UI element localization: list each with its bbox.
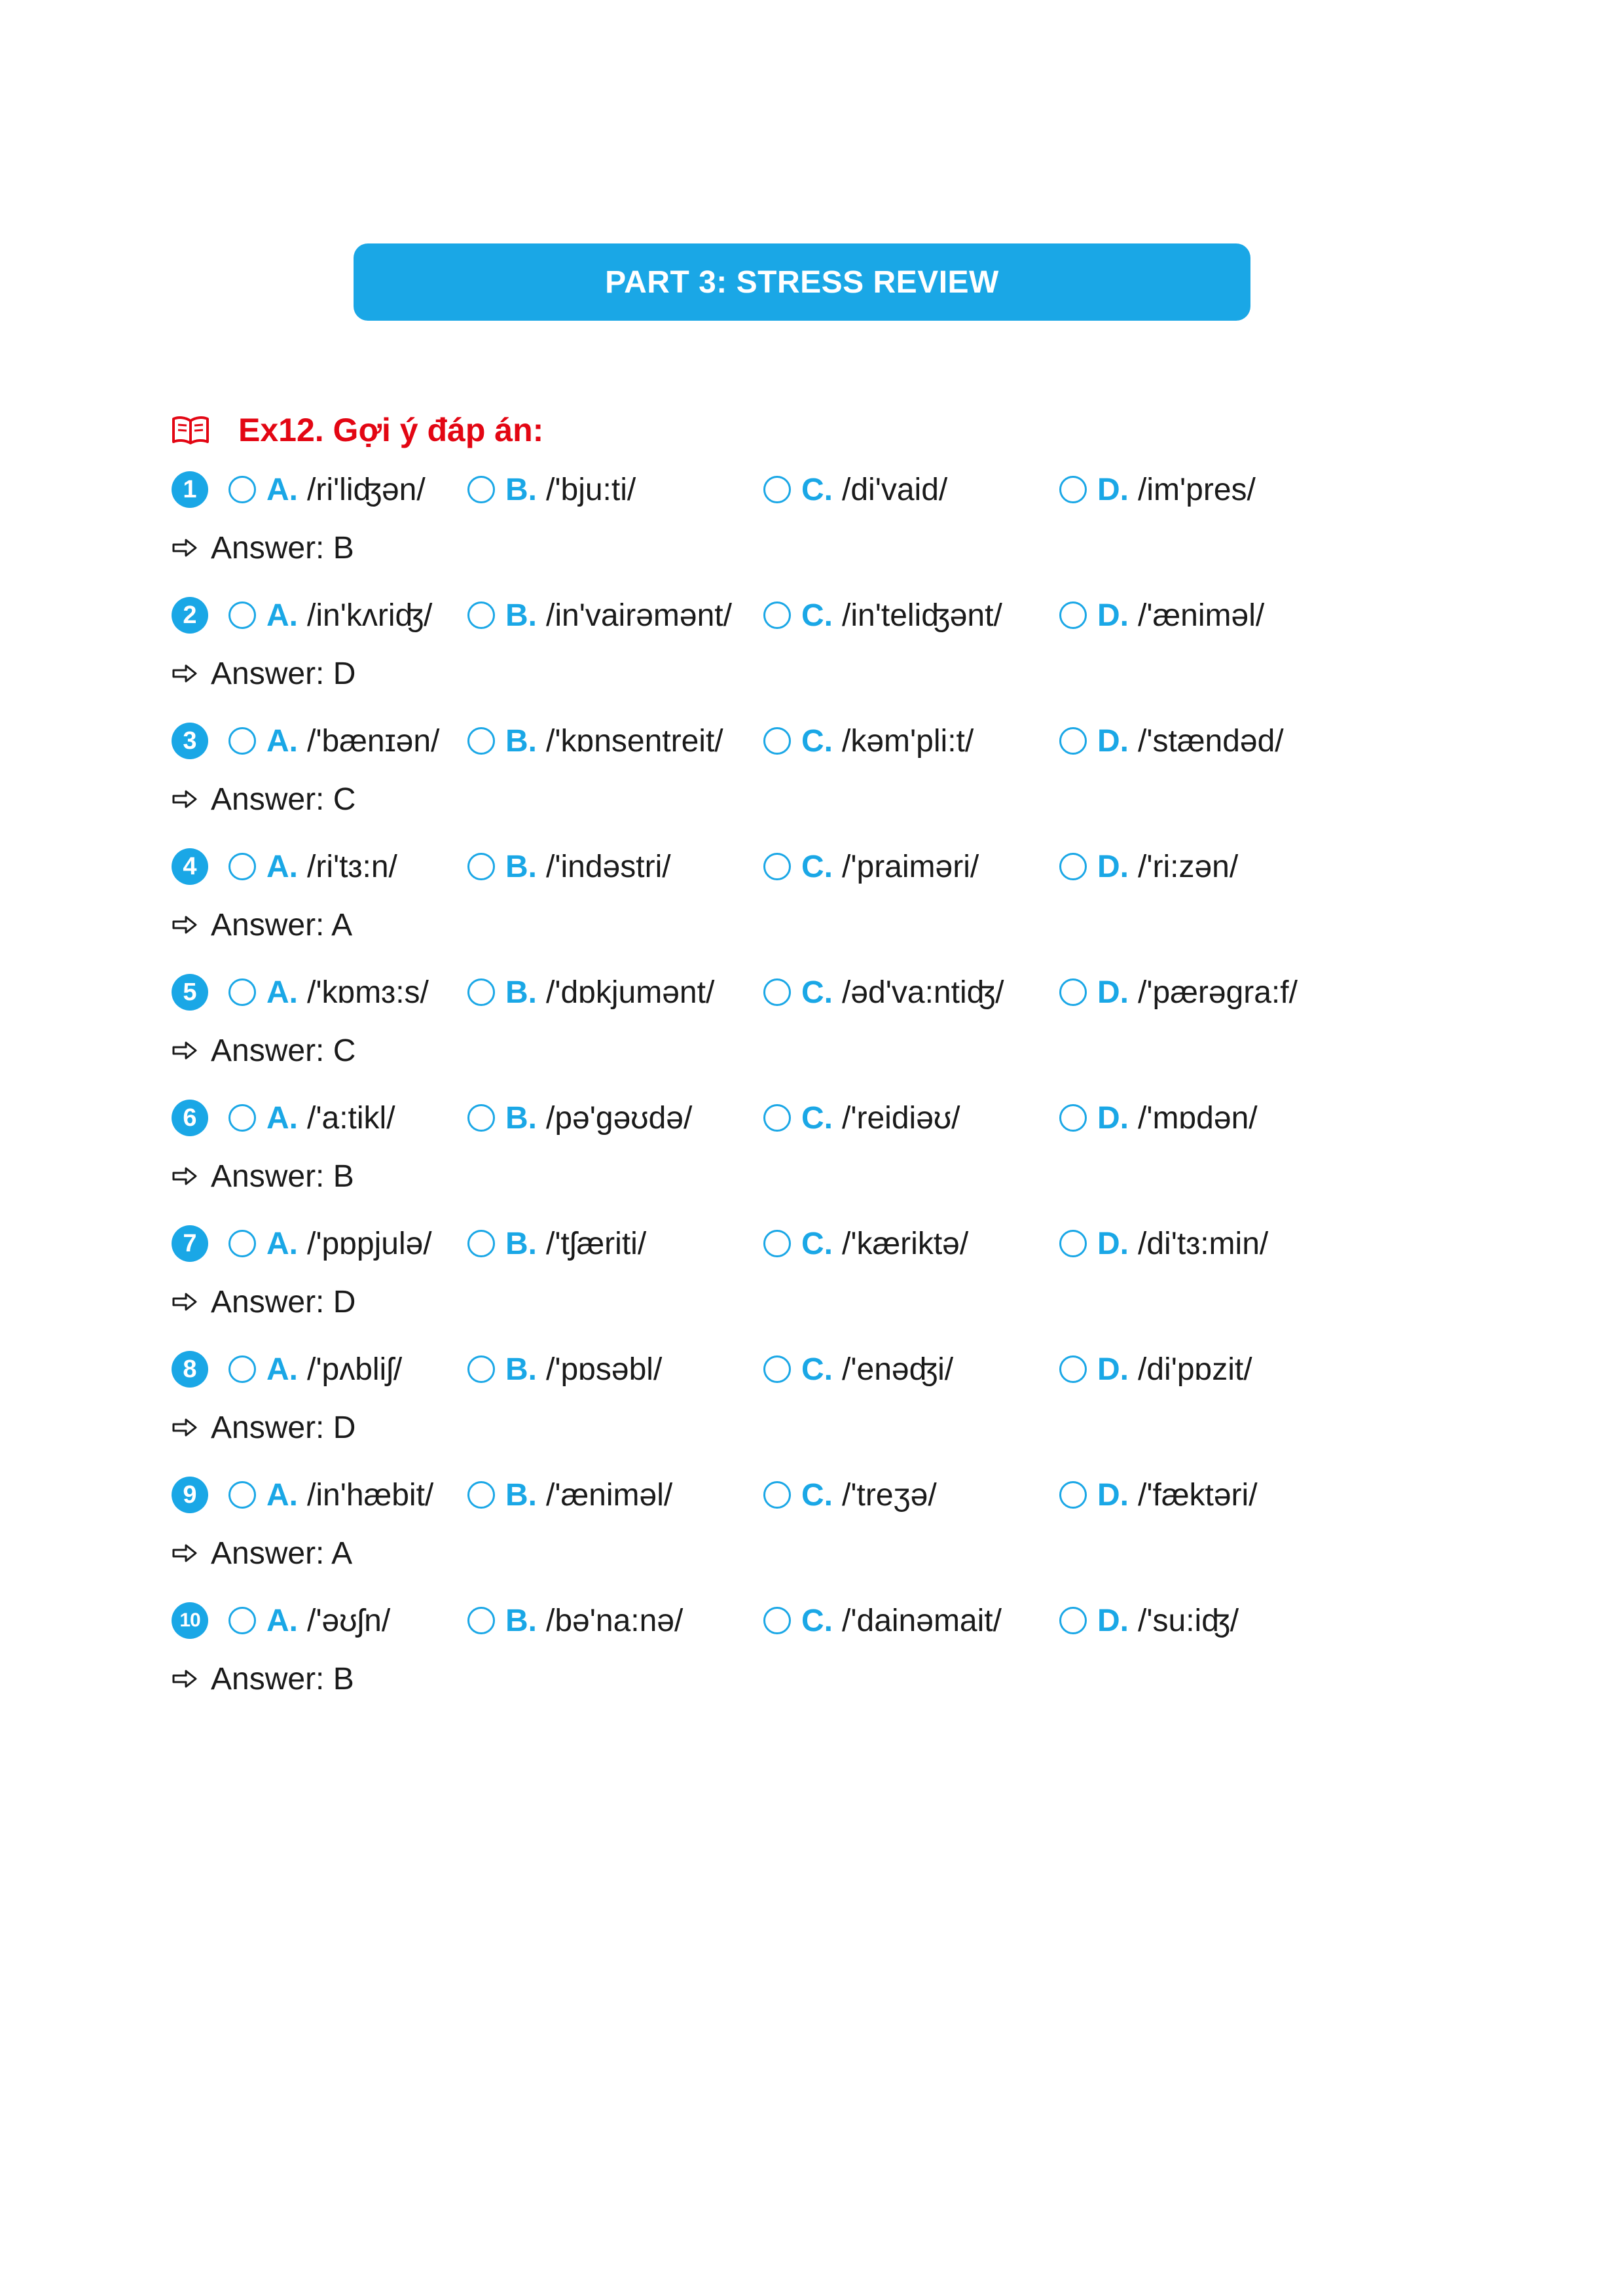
option-d[interactable]: [1059, 1344, 1252, 1394]
answer-line: [172, 1656, 354, 1702]
radio-circle-icon[interactable]: [1059, 601, 1087, 629]
open-book-icon: [172, 414, 210, 446]
option-letter: B.: [505, 1477, 537, 1513]
option-letter: A.: [266, 1352, 298, 1387]
option-letter: C.: [801, 1603, 833, 1638]
right-arrow-icon: [172, 1543, 198, 1564]
radio-circle-icon[interactable]: [228, 1607, 256, 1634]
answer-text: Answer: A: [211, 907, 353, 942]
option-letter: B.: [505, 598, 537, 633]
question-row: [172, 1596, 1546, 1645]
option-d[interactable]: [1059, 842, 1238, 891]
radio-circle-icon[interactable]: [763, 1607, 791, 1634]
radio-circle-icon[interactable]: [1059, 727, 1087, 755]
radio-circle-icon[interactable]: [467, 1355, 495, 1383]
option-b[interactable]: [467, 1596, 683, 1645]
option-phonetic: /'a:tikl/: [307, 1100, 395, 1136]
option-letter: C.: [801, 1100, 833, 1136]
radio-circle-icon[interactable]: [467, 853, 495, 880]
option-b[interactable]: [467, 967, 714, 1017]
answer-line: [172, 1028, 356, 1073]
option-phonetic: /'bænɪən/: [307, 723, 440, 759]
option-phonetic: /'treʒə/: [842, 1477, 937, 1513]
question-number-badge: 7: [172, 1225, 208, 1262]
option-letter: D.: [1097, 472, 1129, 507]
option-c[interactable]: [763, 465, 947, 514]
radio-circle-icon[interactable]: [228, 727, 256, 755]
option-phonetic: /'pærəgra:f/: [1138, 975, 1298, 1010]
option-b[interactable]: [467, 590, 732, 640]
radio-circle-icon[interactable]: [763, 1355, 791, 1383]
question-row: [172, 465, 1546, 514]
option-phonetic: /im'pres/: [1138, 472, 1256, 507]
radio-circle-icon[interactable]: [763, 601, 791, 629]
option-a[interactable]: [228, 465, 426, 514]
option-b[interactable]: [467, 716, 723, 766]
option-a[interactable]: [228, 842, 397, 891]
option-letter: D.: [1097, 598, 1129, 633]
answer-text: Answer: B: [211, 1158, 354, 1194]
question-row: [172, 842, 1546, 891]
option-c[interactable]: [763, 1596, 1002, 1645]
answer-line: [172, 1405, 356, 1450]
option-phonetic: /di'vaid/: [842, 472, 948, 507]
option-phonetic: /'dɒkjumənt/: [546, 975, 715, 1010]
option-letter: D.: [1097, 849, 1129, 884]
option-phonetic: /ri'tɜ:n/: [307, 849, 397, 884]
option-letter: B.: [505, 723, 537, 759]
option-phonetic: /'pɒsəbl/: [546, 1352, 663, 1387]
answer-text: Answer: C: [211, 1033, 356, 1068]
option-phonetic: /'fæktəri/: [1138, 1477, 1258, 1513]
option-a[interactable]: [228, 590, 432, 640]
option-phonetic: /'kɒmɜ:s/: [307, 975, 429, 1010]
option-c[interactable]: [763, 967, 1004, 1017]
answer-line: [172, 1530, 352, 1576]
radio-circle-icon[interactable]: [228, 1104, 256, 1132]
answer-text: Answer: D: [211, 656, 356, 691]
radio-circle-icon[interactable]: [467, 978, 495, 1006]
option-b[interactable]: [467, 1470, 672, 1520]
answer-text: Answer: B: [211, 1661, 354, 1696]
option-letter: B.: [505, 1352, 537, 1387]
option-d[interactable]: [1059, 967, 1298, 1017]
answer-text: Answer: B: [211, 530, 354, 565]
option-phonetic: /'kæriktə/: [842, 1226, 969, 1261]
option-letter: B.: [505, 1226, 537, 1261]
option-letter: B.: [505, 975, 537, 1010]
radio-circle-icon[interactable]: [228, 978, 256, 1006]
question-number-badge: 1: [172, 471, 208, 508]
option-letter: C.: [801, 1477, 833, 1513]
option-letter: B.: [505, 1603, 537, 1638]
radio-circle-icon[interactable]: [228, 853, 256, 880]
option-phonetic: /bə'na:nə/: [546, 1603, 684, 1638]
section-title: PART 3: STRESS REVIEW: [605, 264, 999, 300]
radio-circle-icon[interactable]: [467, 1230, 495, 1257]
radio-circle-icon[interactable]: [763, 727, 791, 755]
radio-circle-icon[interactable]: [1059, 1355, 1087, 1383]
answer-text: Answer: D: [211, 1410, 356, 1445]
radio-circle-icon[interactable]: [467, 601, 495, 629]
option-a[interactable]: [228, 1093, 395, 1143]
answer-text: Answer: D: [211, 1284, 356, 1319]
radio-circle-icon[interactable]: [228, 1481, 256, 1509]
option-phonetic: /'kɒnsentreit/: [546, 723, 723, 759]
radio-circle-icon[interactable]: [228, 1355, 256, 1383]
option-phonetic: /kəm'pli:t/: [842, 723, 974, 759]
radio-circle-icon[interactable]: [763, 1104, 791, 1132]
option-phonetic: /'pʌbliʃ/: [307, 1352, 403, 1387]
question-row: [172, 590, 1546, 640]
option-letter: D.: [1097, 1226, 1129, 1261]
answer-line: [172, 1279, 356, 1325]
option-letter: A.: [266, 472, 298, 507]
radio-circle-icon[interactable]: [228, 1230, 256, 1257]
question-number-badge: 3: [172, 723, 208, 759]
option-letter: D.: [1097, 1603, 1129, 1638]
option-letter: D.: [1097, 1477, 1129, 1513]
option-phonetic: /in'hæbit/: [307, 1477, 434, 1513]
right-arrow-icon: [172, 663, 198, 684]
right-arrow-icon: [172, 537, 198, 558]
question-number-badge: 2: [172, 597, 208, 634]
option-phonetic: /'dainəmait/: [842, 1603, 1002, 1638]
radio-circle-icon[interactable]: [763, 1230, 791, 1257]
option-letter: C.: [801, 975, 833, 1010]
option-phonetic: /di'tɜ:min/: [1138, 1226, 1269, 1261]
radio-circle-icon[interactable]: [467, 1607, 495, 1634]
question-row: [172, 1344, 1546, 1394]
option-b[interactable]: [467, 1093, 692, 1143]
exercise-title: Ex12. Gợi ý đáp án:: [238, 412, 544, 448]
option-a[interactable]: [228, 1219, 432, 1268]
option-letter: D.: [1097, 1100, 1129, 1136]
question-row: [172, 1470, 1546, 1520]
radio-circle-icon[interactable]: [467, 476, 495, 503]
option-a[interactable]: [228, 1470, 433, 1520]
option-phonetic: /in'vairəmənt/: [546, 598, 732, 633]
radio-circle-icon[interactable]: [763, 1481, 791, 1509]
question-number-badge: 10: [172, 1602, 208, 1639]
option-d[interactable]: [1059, 716, 1284, 766]
option-phonetic: /'mɒdən/: [1138, 1100, 1258, 1136]
option-c[interactable]: [763, 1470, 937, 1520]
option-d[interactable]: [1059, 465, 1256, 514]
radio-circle-icon[interactable]: [228, 476, 256, 503]
option-letter: A.: [266, 1226, 298, 1261]
question-row: [172, 716, 1546, 766]
radio-circle-icon[interactable]: [1059, 1230, 1087, 1257]
option-phonetic: /'ri:zən/: [1138, 849, 1239, 884]
option-c[interactable]: [763, 590, 1002, 640]
option-phonetic: /'bju:ti/: [546, 472, 636, 507]
right-arrow-icon: [172, 789, 198, 810]
radio-circle-icon[interactable]: [1059, 1104, 1087, 1132]
right-arrow-icon: [172, 1040, 198, 1061]
option-phonetic: /'əʊʃn/: [307, 1603, 391, 1638]
section-banner: [354, 243, 1250, 321]
option-b[interactable]: [467, 465, 636, 514]
option-letter: A.: [266, 975, 298, 1010]
right-arrow-icon: [172, 914, 198, 935]
radio-circle-icon[interactable]: [228, 601, 256, 629]
radio-circle-icon[interactable]: [1059, 978, 1087, 1006]
radio-circle-icon[interactable]: [763, 853, 791, 880]
right-arrow-icon: [172, 1166, 198, 1187]
option-letter: B.: [505, 1100, 537, 1136]
option-phonetic: /'ænimǝl/: [546, 1477, 673, 1513]
question-number-badge: 4: [172, 848, 208, 885]
exercise-heading: [172, 407, 543, 453]
option-letter: D.: [1097, 1352, 1129, 1387]
option-phonetic: /'tʃæriti/: [546, 1226, 647, 1261]
option-letter: B.: [505, 472, 537, 507]
question-number-badge: 8: [172, 1351, 208, 1388]
radio-circle-icon[interactable]: [763, 978, 791, 1006]
answer-text: Answer: A: [211, 1535, 353, 1571]
right-arrow-icon: [172, 1291, 198, 1312]
option-a[interactable]: [228, 1596, 390, 1645]
option-letter: A.: [266, 1477, 298, 1513]
option-phonetic: /'pɒpjulə/: [307, 1226, 432, 1261]
option-c[interactable]: [763, 716, 974, 766]
answer-text: Answer: C: [211, 781, 356, 817]
option-letter: C.: [801, 472, 833, 507]
option-letter: D.: [1097, 975, 1129, 1010]
question-row: [172, 1093, 1546, 1143]
option-letter: B.: [505, 849, 537, 884]
option-c[interactable]: [763, 1093, 960, 1143]
option-b[interactable]: [467, 842, 671, 891]
radio-circle-icon[interactable]: [467, 1481, 495, 1509]
option-letter: A.: [266, 723, 298, 759]
option-letter: C.: [801, 723, 833, 759]
option-phonetic: /'su:iʤ/: [1138, 1603, 1239, 1638]
answer-line: [172, 525, 354, 571]
option-letter: D.: [1097, 723, 1129, 759]
radio-circle-icon[interactable]: [1059, 853, 1087, 880]
question-row: [172, 967, 1546, 1017]
radio-circle-icon[interactable]: [467, 727, 495, 755]
option-c[interactable]: [763, 842, 979, 891]
answer-line: [172, 651, 356, 696]
option-d[interactable]: [1059, 1219, 1268, 1268]
option-letter: A.: [266, 1603, 298, 1638]
radio-circle-icon[interactable]: [467, 1104, 495, 1132]
option-phonetic: /'reidiəʊ/: [842, 1100, 960, 1136]
option-phonetic: /pə'gəʊdə/: [546, 1100, 693, 1136]
option-d[interactable]: [1059, 1470, 1258, 1520]
option-letter: C.: [801, 598, 833, 633]
answer-line: [172, 1153, 354, 1199]
question-number-badge: 5: [172, 974, 208, 1011]
option-a[interactable]: [228, 716, 439, 766]
option-letter: C.: [801, 1226, 833, 1261]
option-phonetic: /əd'va:ntiʤ/: [842, 975, 1004, 1010]
option-c[interactable]: [763, 1219, 968, 1268]
option-b[interactable]: [467, 1344, 662, 1394]
option-d[interactable]: [1059, 1596, 1239, 1645]
option-phonetic: /'praiməri/: [842, 849, 979, 884]
option-b[interactable]: [467, 1219, 646, 1268]
option-letter: A.: [266, 1100, 298, 1136]
option-phonetic: /in'kʌriʤ/: [307, 598, 433, 633]
option-phonetic: /'indəstri/: [546, 849, 671, 884]
right-arrow-icon: [172, 1417, 198, 1438]
option-d[interactable]: [1059, 1093, 1258, 1143]
answer-line: [172, 902, 352, 948]
answer-line: [172, 776, 356, 822]
option-letter: C.: [801, 1352, 833, 1387]
option-d[interactable]: [1059, 590, 1264, 640]
question-number-badge: 6: [172, 1100, 208, 1136]
radio-circle-icon[interactable]: [1059, 476, 1087, 503]
question-number-badge: 9: [172, 1477, 208, 1513]
right-arrow-icon: [172, 1668, 198, 1689]
option-letter: A.: [266, 598, 298, 633]
option-phonetic: /'stændəd/: [1138, 723, 1284, 759]
radio-circle-icon[interactable]: [1059, 1481, 1087, 1509]
option-letter: A.: [266, 849, 298, 884]
option-phonetic: /di'pɒzit/: [1138, 1352, 1252, 1387]
option-phonetic: /in'teliʤənt/: [842, 598, 1002, 633]
option-phonetic: /'enəʤi/: [842, 1352, 954, 1387]
option-letter: C.: [801, 849, 833, 884]
radio-circle-icon[interactable]: [763, 476, 791, 503]
option-a[interactable]: [228, 1344, 402, 1394]
radio-circle-icon[interactable]: [1059, 1607, 1087, 1634]
option-a[interactable]: [228, 967, 429, 1017]
option-phonetic: /'ænimǝl/: [1138, 598, 1265, 633]
option-phonetic: /ri'liʤən/: [307, 472, 426, 507]
question-row: [172, 1219, 1546, 1268]
option-c[interactable]: [763, 1344, 953, 1394]
